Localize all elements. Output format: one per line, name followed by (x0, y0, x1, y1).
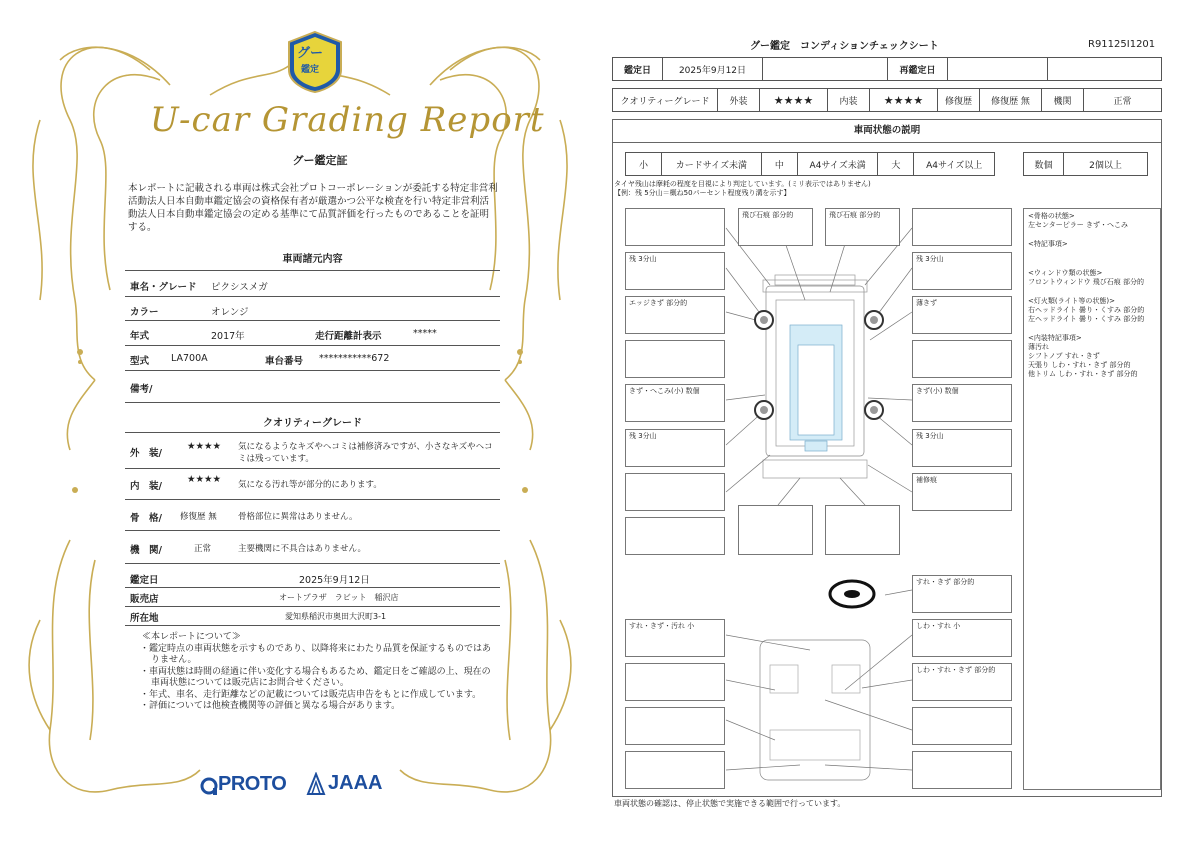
divider (125, 499, 500, 500)
quality-section-title: クオリティーグレード (263, 418, 362, 429)
engine-label: 機関 (1042, 89, 1084, 112)
divider (125, 370, 500, 371)
sheet-title: グー鑑定 コンディションチェックシート (750, 41, 939, 52)
notice-title: ≪本レポートについて≫ (142, 632, 241, 642)
note-spacer (1028, 249, 1156, 259)
engine-value: 正常 (1084, 89, 1162, 112)
note-line: <骨格の状態> (1028, 212, 1075, 220)
divider (125, 625, 500, 626)
int-label: 内装 (828, 89, 870, 112)
exterior-comment: 気になるようなキズやヘコミは補修済みですが、小さなキズやヘコミは残っています。 (238, 442, 493, 464)
divider (125, 530, 500, 531)
interior-cell (625, 663, 725, 701)
report-notice (140, 632, 495, 713)
year-value: 2017年 (211, 331, 245, 342)
frame-label: 骨 格/ (130, 513, 162, 524)
divider (125, 270, 500, 271)
notice-item: ・車両状態は時間の経過に伴い変化する場合もあるため、鑑定日をご確認の上、現在の車両状態については販売店にお問合せください。 (140, 666, 491, 688)
tire-note: タイヤ残山は摩耗の程度を目視により判定しています。(ミリ表示ではありません) (614, 180, 871, 188)
repair-label: 修復歴 (938, 89, 980, 112)
exterior-stars: ★★★★ (187, 441, 222, 452)
address-value: 愛知県稲沢市奥田大沢町3-1 (285, 612, 387, 621)
shop-value: オートプラザ ラビット 稲沢店 (279, 593, 399, 602)
frame-comment: 骨格部位に異常はありません。 (238, 512, 358, 522)
damage-cell: きず・へこみ(小) 数個 (625, 384, 725, 422)
address-label: 所在地 (130, 613, 159, 624)
damage-cell (625, 340, 725, 378)
interior-cell: しわ・すれ・きず 部分的 (912, 663, 1012, 701)
note-line: フロントウィンドウ 飛び石痕 部分的 (1028, 278, 1145, 286)
divider (125, 296, 500, 297)
note-line: <灯火類(ライト等の状態)> (1028, 297, 1115, 305)
document-id: R91125I1201 (1088, 39, 1156, 50)
certificate-text: 本レポートに記載される車両は株式会社プロトコーポレーションが委託する特定非営利活動法人日本自動車鑑定協会の資格保有者が厳選かつ公平な検査を行い特定非営利活動法人日本自動車鑑定協会の定める基準にて品質評価を行ったものであることを証明する。 (128, 183, 498, 233)
chassis-label: 車台番号 (265, 356, 304, 367)
name-label: 車名・グレード (130, 282, 197, 293)
date-value: 2025年9月12日 (663, 58, 763, 81)
damage-cell: 薄きず (912, 296, 1012, 334)
badge-text-top: グー (297, 46, 324, 61)
frame-value: 修復歴 無 (180, 512, 217, 522)
engine-comment: 主要機関に不具合はありません。 (238, 544, 367, 554)
name-value: ピクシスメガ (211, 282, 268, 293)
interior-stars: ★★★★ (187, 474, 222, 485)
damage-cell: 飛び石痕 部分的 (825, 208, 900, 246)
certificate-title: グー鑑定証 (292, 154, 348, 167)
repair-value: 修復歴 無 (980, 89, 1042, 112)
remarks-label: 備考/ (130, 384, 153, 395)
note-line: 他トリム しわ・すれ・きず 部分的 (1028, 370, 1138, 378)
note-line: 天張り しわ・すれ・きず 部分的 (1028, 361, 1131, 369)
divider (125, 345, 500, 346)
notice-list (140, 644, 495, 713)
damage-cell (738, 505, 813, 555)
footer-note: 車両状態の確認は、停止状態で実施できる範囲で行っています。 (614, 799, 846, 808)
report-title: U-car Grading Report (150, 100, 545, 140)
qg-label: クオリティーグレード (613, 89, 718, 112)
interior-cell: すれ・きず 部分的 (912, 575, 1012, 613)
damage-cell (625, 208, 725, 246)
damage-cell: きず(小) 数個 (912, 384, 1012, 422)
legend-large-desc: A4サイズ以上 (914, 153, 995, 176)
jaaa-logo-icon (306, 772, 326, 796)
note-line: 左センターピラー きず・へこみ (1028, 221, 1128, 229)
divider (125, 587, 500, 588)
legend-medium: 中 (761, 153, 797, 176)
legend-large: 大 (878, 153, 914, 176)
interior-cell: しわ・すれ 小 (912, 619, 1012, 657)
jaaa-logo: JAAA (328, 772, 383, 794)
badge-text-bottom: 鑑定 (301, 65, 320, 75)
legend-small-desc: カードサイズ未満 (662, 153, 762, 176)
color-label: カラー (130, 307, 159, 318)
mileage-label: 走行距離計表示 (315, 331, 382, 342)
note-line: <特記事項> (1028, 240, 1068, 248)
note-spacer (1028, 287, 1156, 297)
divider (125, 432, 500, 433)
damage-cell (825, 505, 900, 555)
note-line: 左ヘッドライト 曇り・くすみ 部分的 (1028, 315, 1145, 323)
count-value: 2個以上 (1064, 153, 1148, 176)
interior-cell (912, 751, 1012, 789)
divider (125, 606, 500, 607)
damage-cell: 残 3分山 (625, 429, 725, 467)
notice-item: ・鑑定時点の車両状態を示すものであり、以降将来にわたり品質を保証するものではありません。 (140, 643, 492, 665)
damage-cell: エッジきず 部分的 (625, 296, 725, 334)
damage-cell (625, 517, 725, 555)
notice-item: ・評価については他検査機関等の評価と異なる場合があります。 (140, 701, 401, 711)
shop-label: 販売店 (130, 594, 159, 605)
date-value: 2025年9月12日 (299, 575, 370, 586)
interior-cell: すれ・きず・汚れ 小 (625, 619, 725, 657)
int-stars: ★★★★ (870, 89, 938, 112)
year-label: 年式 (130, 331, 150, 342)
divider (125, 468, 500, 469)
damage-cell: 残 3分山 (625, 252, 725, 290)
steering-wheel-icon (830, 581, 874, 607)
legend-small: 小 (626, 153, 662, 176)
color-value: オレンジ (211, 307, 249, 318)
note-spacer (1028, 230, 1156, 240)
note-line: 薄汚れ (1028, 343, 1049, 351)
proto-logo: PROTO (218, 773, 287, 795)
damage-cell: 補修痕 (912, 473, 1012, 511)
tire-note-example: 【例：残 5分山＝概ね50パーセント程度残り溝を示す】 (614, 189, 791, 197)
divider (125, 402, 500, 403)
spec-section-title: 車両諸元内容 (282, 254, 343, 265)
interior-cell (625, 707, 725, 745)
model-label: 型式 (130, 356, 150, 367)
count-label: 数個 (1024, 153, 1064, 176)
model-value: LA700A (171, 353, 208, 364)
divider (125, 563, 500, 564)
mileage-value: ***** (413, 328, 437, 339)
interior-comment: 気になる汚れ等が部分的にあります。 (238, 480, 382, 490)
legend-medium-desc: A4サイズ未満 (797, 153, 878, 176)
damage-cell: 残 3分山 (912, 429, 1012, 467)
damage-cell (625, 473, 725, 511)
note-spacer (1028, 324, 1156, 334)
chassis-value: ***********672 (319, 353, 390, 364)
engine-value: 正常 (194, 544, 212, 554)
note-spacer (1028, 259, 1156, 269)
engine-label: 機 関/ (130, 545, 162, 556)
ext-stars: ★★★★ (760, 89, 828, 112)
note-line: <内装特記事項> (1028, 334, 1082, 342)
note-line: シフトノブ すれ・きず (1028, 352, 1100, 360)
interior-cell (625, 751, 725, 789)
note-line: 右ヘッドライト 曇り・くすみ 部分的 (1028, 306, 1145, 314)
damage-cell (912, 340, 1012, 378)
divider (125, 320, 500, 321)
damage-cell: 飛び石痕 部分的 (738, 208, 813, 246)
interior-cell (912, 707, 1012, 745)
notes-panel (1023, 208, 1161, 790)
interior-label: 内 装/ (130, 481, 162, 492)
damage-cell (912, 208, 1012, 246)
note-line: <ウィンドウ類の状態> (1028, 269, 1103, 277)
reinspect-label: 再鑑定日 (888, 58, 948, 81)
date-label: 鑑定日 (613, 58, 663, 81)
proto-logo-icon (200, 776, 218, 796)
notice-item: ・年式、車名、走行距離などの記載については販売店申告をもとに作成しています。 (140, 689, 482, 700)
date-label: 鑑定日 (130, 575, 159, 586)
exterior-label: 外 装/ (130, 448, 162, 459)
section-title: 車両状態の説明 (612, 119, 1162, 143)
damage-cell: 残 3分山 (912, 252, 1012, 290)
ext-label: 外装 (718, 89, 760, 112)
condition-check-sheet (600, 0, 1200, 848)
